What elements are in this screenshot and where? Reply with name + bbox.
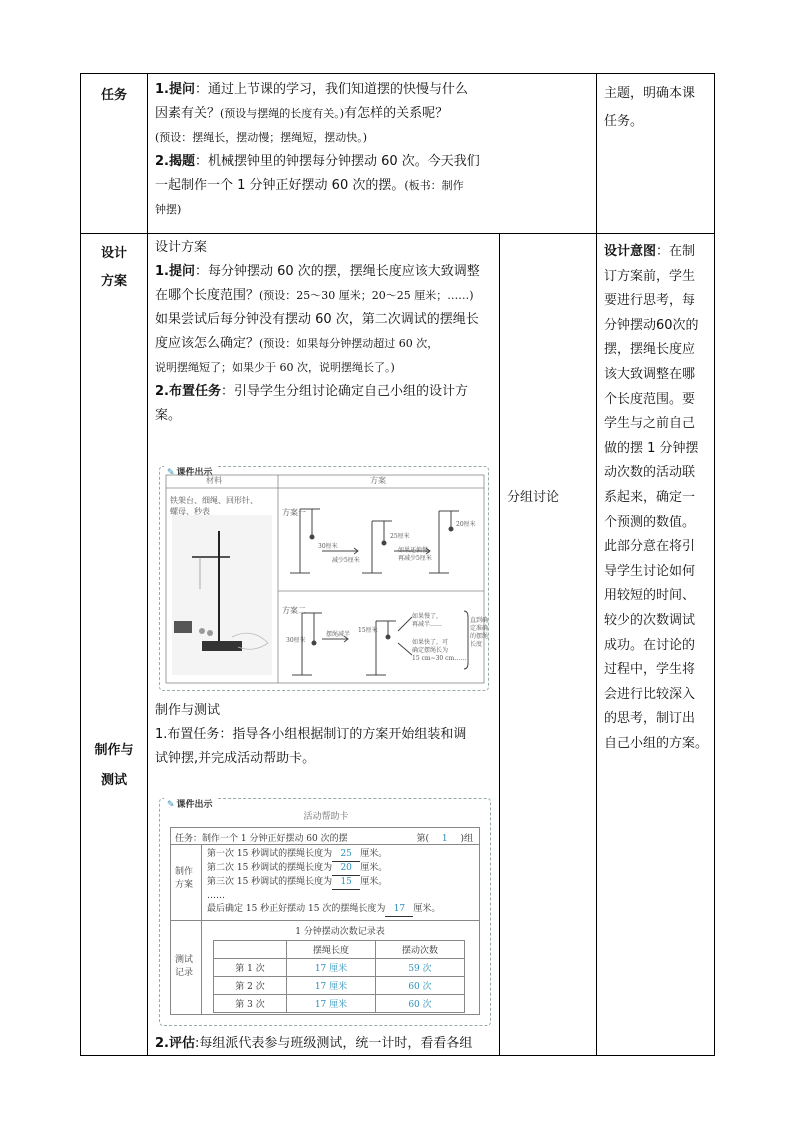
- plan2-title: 方案二: [282, 606, 306, 615]
- unit-text: 厘米。: [360, 877, 388, 887]
- text-line: 摆，摆绳长度应: [604, 342, 696, 358]
- text-line: 定准确: [470, 625, 489, 632]
- item-number: 2.布置任务: [155, 384, 221, 399]
- text-line: 如果还偏慢，: [398, 547, 435, 554]
- nut: [199, 628, 205, 634]
- fill-value: 17: [385, 903, 413, 917]
- note-text: (预设：如果每分钟摆动超过 60 次，: [259, 337, 439, 350]
- text-line: 学生与之前自己: [604, 416, 696, 432]
- intent-title: 设计意图: [604, 244, 657, 259]
- note-text: (板书：制作: [404, 179, 464, 192]
- text-line: 自己小组的方案。: [604, 735, 709, 751]
- card-task: 任务：制作一个 1 分钟正好摆动 60 次的摆: [175, 834, 348, 844]
- note-text: (预设：25～30 厘米；20～25 厘米；……): [259, 289, 474, 302]
- stand-base: [202, 641, 242, 651]
- length-cell: 17 厘米: [287, 977, 376, 995]
- line-text: 第一次 15 秒调试的摆绳长度为: [207, 849, 333, 859]
- row-label-task: 任务: [100, 88, 127, 103]
- line-text: 第三次 15 秒调试的摆绳长度为: [207, 877, 333, 887]
- note-text: (预设与摆绳的长度有关。): [220, 107, 345, 120]
- count-cell: 60 次: [376, 995, 465, 1013]
- section-title: 设计方案: [155, 240, 208, 255]
- record-header-row: [214, 941, 465, 959]
- text-line: 较少的次数调试: [604, 612, 696, 628]
- text-line: 此部分意在将引: [604, 539, 696, 555]
- text-line: 试钟摆,并完成活动帮助卡。: [155, 751, 316, 766]
- lesson-plan-table: [80, 73, 715, 1056]
- row-label-make-test: [81, 736, 147, 796]
- text-line: 做的摆 1 分钟摆: [604, 440, 699, 456]
- label-line: 方案: [100, 274, 127, 289]
- slide-tag-text: 课件出示: [176, 468, 213, 478]
- length-cell: 17 厘米: [287, 995, 376, 1013]
- text-line: 因素有关？: [155, 106, 221, 121]
- text-line: ：引导学生分组讨论确定自己小组的设计方: [220, 384, 468, 399]
- row-divider: [81, 233, 714, 234]
- text-line: ：通过上节课的学习，我们知道摆的快慢与什么: [194, 82, 468, 97]
- plan2-conclusion: [470, 617, 488, 649]
- plan1-title: 方案一: [282, 508, 306, 517]
- group-prefix: 第(: [416, 834, 429, 844]
- item-number: 1.提问: [155, 264, 195, 279]
- text-line: 系起来，确定一: [604, 489, 696, 505]
- plan2-branch-slow: [412, 613, 442, 629]
- row-label: 第 3 次: [214, 995, 287, 1013]
- column-divider: [147, 74, 148, 1055]
- row-label-design: [81, 240, 147, 296]
- fill-value: 20: [332, 862, 360, 876]
- slide-tag: ✎ 课件出示: [164, 460, 216, 479]
- text-line: 再减半……: [412, 621, 443, 628]
- text-line: 一起制作一个 1 分钟正好摆动 60 次的摆。: [155, 178, 405, 193]
- text-line: 导学生讨论如何: [604, 563, 696, 579]
- design-content: [155, 236, 497, 428]
- text-line: 的思考，制订出: [604, 711, 696, 727]
- plan2-branch-fast: [412, 639, 466, 663]
- record-row: [214, 977, 465, 995]
- card-divider: [171, 920, 479, 921]
- column-divider: [499, 233, 500, 1055]
- text-line: 再减少5厘米: [398, 555, 432, 562]
- text-line: 1.布置任务：指导各小组根据制订的方案开始组装和调: [155, 727, 467, 742]
- text-line: ：在制: [656, 244, 696, 259]
- record-table: [213, 940, 465, 1013]
- column-divider: [596, 74, 597, 1055]
- stopwatch: [174, 621, 192, 633]
- text-line: 该大致调整在哪: [604, 366, 696, 382]
- note-text: 钟摆): [155, 203, 182, 216]
- text-line: 的摆绳: [470, 633, 489, 640]
- plan-lines: [207, 848, 440, 917]
- text-line: 如果尝试后每分钟没有摆动 60 次，第二次调试的摆绳长: [155, 312, 479, 327]
- text-line: :每组派代表参与班级测试，统一计时，看看各组: [194, 1036, 473, 1051]
- text-line: 螺母、秒表: [170, 507, 210, 516]
- label-line: 测试: [100, 773, 127, 788]
- ellipsis-text: ……: [207, 891, 225, 901]
- label-line: 设计: [100, 246, 127, 261]
- col-header-plan: 方案: [370, 476, 386, 485]
- text-line: 成功。在讨论的: [604, 637, 696, 653]
- side-label-plan: 制作方案: [175, 867, 194, 890]
- text-line: 直到确: [470, 617, 489, 624]
- text-line: 任务。: [604, 114, 644, 129]
- col-header-material: 材料: [206, 476, 222, 485]
- plan2-arrow-label: 摆绳减半: [326, 631, 351, 638]
- plan2-length-b: 15厘米: [358, 627, 378, 634]
- text-line: 案。: [155, 408, 182, 423]
- task-content: [155, 78, 495, 222]
- unit-text: 厘米。: [360, 863, 388, 873]
- plan1-arrow2-label: [398, 547, 434, 563]
- text-line: 有怎样的关系呢？: [344, 106, 449, 121]
- fill-value: 15: [332, 876, 360, 890]
- text-line: 订方案前，学生: [604, 268, 696, 284]
- group-number: 1: [432, 834, 458, 845]
- help-card: [170, 827, 480, 1015]
- text-line: 要进行思考，每: [604, 293, 696, 309]
- plan1-length-a: 30厘米: [318, 543, 338, 550]
- plan1-length-c: 20厘米: [456, 521, 476, 528]
- fill-value: 25: [332, 848, 360, 862]
- row-label: 第 2 次: [214, 977, 287, 995]
- card-group: [416, 831, 473, 844]
- note-text: 说明摆绳短了；如果少于 60 次，说明摆绳长了。): [155, 361, 395, 374]
- plan1-arrow1-label: 减少5厘米: [332, 557, 360, 564]
- slide-tag-text: 课件出示: [176, 800, 213, 810]
- text-line: 主题，明确本课: [604, 86, 696, 101]
- row-label: 第 1 次: [214, 959, 287, 977]
- line-text: 最后确定 15 秒正好摆动 15 次的摆绳长度为: [207, 904, 386, 914]
- line-text: 第二次 15 秒调试的摆绳长度为: [207, 863, 333, 873]
- materials-text: [170, 495, 274, 517]
- make-test-content: [155, 699, 497, 771]
- text-line: 在哪个长度范围？: [155, 288, 260, 303]
- slide-tag: ✎ 课件出示: [164, 792, 216, 811]
- text-line: ：机械摆钟里的钟摆每分钟摆动 60 次。今天我们: [194, 154, 480, 169]
- text-line: 确定摆绳长为: [412, 647, 449, 654]
- text-line: ：每分钟摆动 60 次的摆，摆绳长度应该大致调整: [194, 264, 480, 279]
- plan1-stands: [290, 509, 459, 573]
- record-title: 1 分钟摆动次数记录表: [295, 927, 385, 937]
- record-row: [214, 995, 465, 1013]
- unit-text: 厘米。: [413, 904, 441, 914]
- text-line: 铁架台、细绳、回形针、: [170, 496, 258, 505]
- unit-text: 厘米。: [360, 849, 388, 859]
- group-suffix: )组: [460, 834, 473, 844]
- text-line: 度应该怎么确定？: [155, 336, 260, 351]
- text-line: 个长度范围。要: [604, 391, 696, 407]
- count-cell: 59 次: [376, 959, 465, 977]
- text-line: 用较短的时间、: [604, 588, 696, 604]
- header-cell: [214, 941, 287, 959]
- card-title: 活动帮助卡: [303, 812, 349, 822]
- text-line: 过程中，学生将: [604, 662, 696, 678]
- text-line: 个预测的数值。: [604, 514, 696, 530]
- plan1-length-b: 25厘米: [390, 533, 410, 540]
- courseware-slide-card: [159, 798, 491, 1026]
- card-divider: [171, 844, 479, 845]
- courseware-slide-plans: [159, 466, 489, 691]
- text-line: 分钟摆动60次的: [604, 317, 699, 333]
- item-number: 2.评估: [155, 1036, 195, 1051]
- label-line: 制作与: [94, 743, 134, 758]
- record-row: [214, 959, 465, 977]
- length-cell: 17 厘米: [287, 959, 376, 977]
- side-label-record: 测试记录: [175, 955, 194, 978]
- note-text: (预设：摆绳长，摆动慢；摆绳短，摆动快。): [155, 131, 368, 144]
- design-intent: [604, 240, 714, 756]
- nut: [207, 630, 213, 636]
- activity-text: 分组讨论: [507, 490, 560, 505]
- header-cell: 摆动次数: [376, 941, 465, 959]
- header-cell: 摆绳长度: [287, 941, 376, 959]
- evaluation-content: [155, 1032, 497, 1056]
- task-intent: [604, 80, 712, 136]
- item-number: 1.提问: [155, 82, 195, 97]
- text-line: 如果快了，可: [412, 639, 449, 646]
- text-line: 会进行比较深入: [604, 686, 696, 702]
- plan2-length-a: 30厘米: [286, 637, 306, 644]
- text-line: 长度: [470, 641, 483, 648]
- text-line: 如果慢了，: [412, 613, 443, 620]
- text-line: 15 cm~30 cm……: [412, 655, 467, 662]
- text-line: 动次数的活动联: [604, 465, 696, 481]
- count-cell: 60 次: [376, 977, 465, 995]
- section-title: 制作与测试: [155, 703, 221, 718]
- item-number: 2.揭题: [155, 154, 195, 169]
